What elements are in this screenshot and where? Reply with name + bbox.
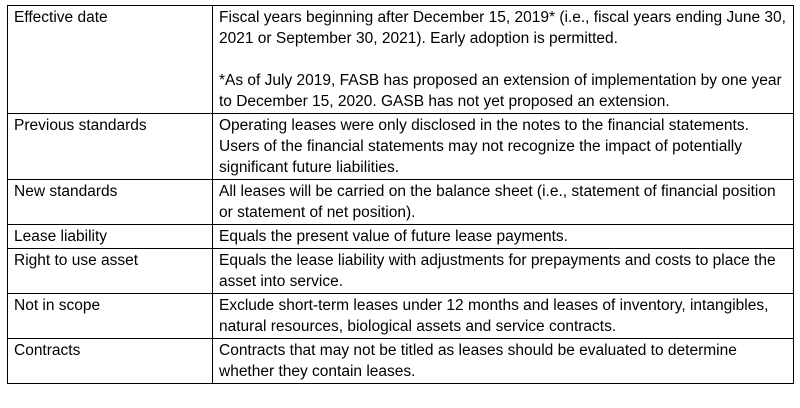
row-term: Contracts	[8, 339, 213, 384]
row-description	[213, 249, 794, 294]
table-row	[8, 6, 794, 114]
row-term: Lease liability	[8, 225, 213, 249]
description-paragraph: Contracts that may not be titled as leases should be evaluated to determine whether they contain leases.	[219, 342, 737, 380]
table-row	[8, 339, 794, 384]
row-description	[213, 294, 794, 339]
row-term: New standards	[8, 180, 213, 225]
footnote-paragraph: *As of July 2019, FASB has proposed an extension of implementation by one year to December 15, 2020. GASB has not yet proposed an extension.	[219, 72, 782, 110]
table-row	[8, 114, 794, 180]
row-term: Previous standards	[8, 114, 213, 180]
row-description	[213, 6, 794, 114]
description-paragraph: Equals the present value of future lease payments.	[219, 228, 568, 245]
description-paragraph: All leases will be carried on the balance sheet (i.e., statement of financial position or statement of net position).	[219, 183, 776, 221]
table-row	[8, 294, 794, 339]
table-row	[8, 180, 794, 225]
table-row	[8, 225, 794, 249]
lease-standards-table	[7, 5, 794, 384]
description-paragraph: Equals the lease liability with adjustments for prepayments and costs to place the asset into service.	[219, 252, 776, 290]
description-paragraph: Exclude short-term leases under 12 months and leases of inventory, intangibles, natural resources, biological assets and service contracts.	[219, 297, 769, 335]
row-description	[213, 225, 794, 249]
row-term: Not in scope	[8, 294, 213, 339]
table-row	[8, 249, 794, 294]
description-paragraph: Operating leases were only disclosed in the notes to the financial statements. Users of the financial statements may not recognize the impact of potentially significant future liabilities.	[219, 117, 749, 176]
description-paragraph: Fiscal years beginning after December 15, 2019* (i.e., fiscal years ending June 30, 2021 or September 30, 2021). Early adoption is permitted.	[219, 9, 786, 47]
row-description	[213, 114, 794, 180]
row-description	[213, 180, 794, 225]
row-term: Right to use asset	[8, 249, 213, 294]
row-term: Effective date	[8, 6, 213, 114]
row-description	[213, 339, 794, 384]
